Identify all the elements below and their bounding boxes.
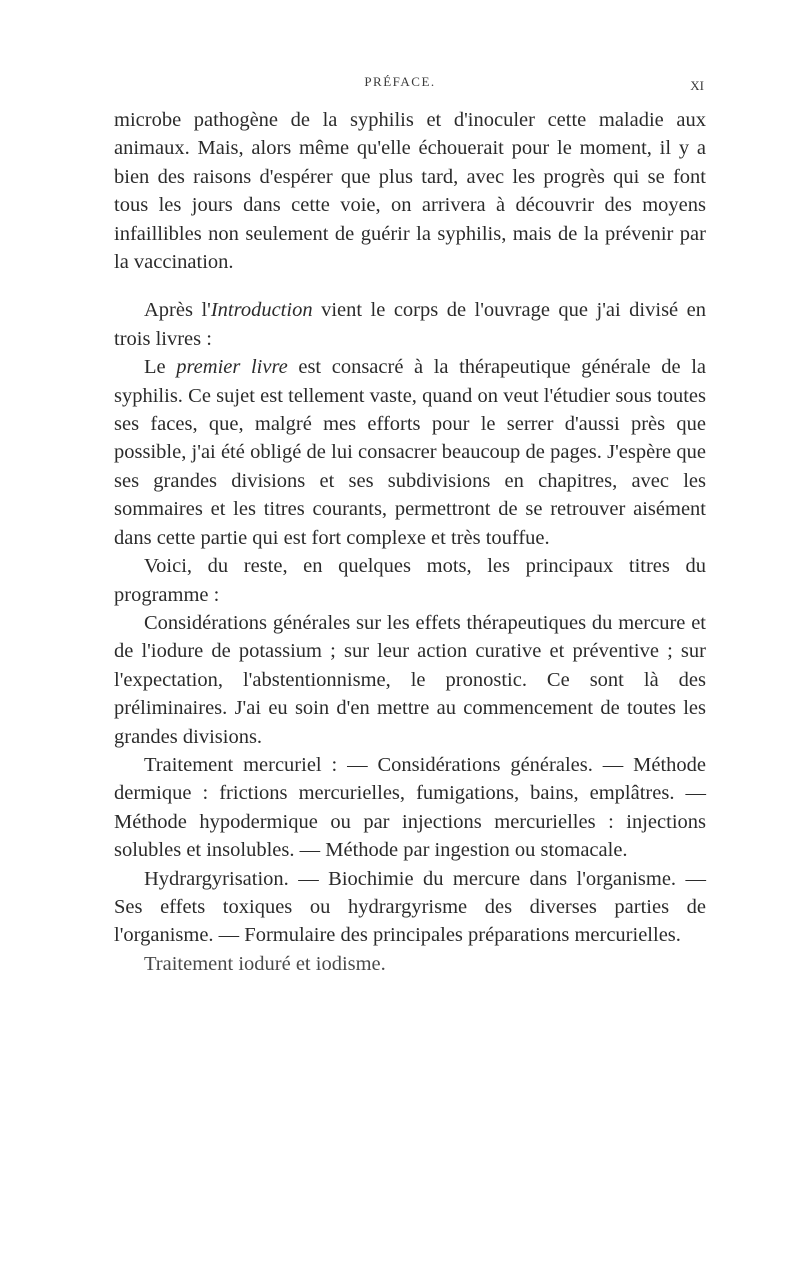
paragraph-hydrargyrisation: Hydrargyrisation. — Biochimie du mercure dans l'organisme. — Ses effets toxiques ou hydrargyrisme des diverses parties de l'organisme. — Formulaire des principales préparations mercurielles. (114, 867, 706, 947)
paragraph-introduction (114, 296, 706, 353)
paragraph-programme: Voici, du reste, en quelques mots, les principaux titres du programme : (114, 555, 706, 606)
paragraph-introduction-rest: vient le corps de l'ouvrage que j'ai divisé en trois livres : (114, 299, 706, 350)
paragraph-traitement-iodure: Traitement ioduré et iodisme. (144, 952, 386, 975)
running-head (0, 74, 800, 94)
running-title: PRÉFACE. (364, 74, 436, 89)
introduction-title: Introduction (210, 299, 313, 322)
paragraph-traitement-mercuriel: Traitement mercuriel : — Considérations générales. — Méthode dermique : frictions mercurielles, fumigations, bains, emplâtres. — Méthode hypodermique ou par injections mercurielles : injections solubles et insolubles. — Méthode par ingestion ou stomacale. (114, 753, 706, 862)
paragraph-premier-livre (114, 353, 706, 552)
paragraph-premier-livre-lead: Le (144, 356, 177, 379)
body-text (114, 106, 706, 978)
page-number: XI (690, 78, 704, 93)
paragraph-introduction-lead: Après l' (144, 299, 211, 322)
paragraph-microbe: microbe pathogène de la syphilis et d'inoculer cette maladie aux animaux. Mais, alors même qu'elle échouerait pour le moment, il y a bien des raisons d'espérer que plus tard, avec les progrès qui se font tous les jours dans cette voie, on arrivera à découvrir des moyens infaillibles non seulement de guérir la syphilis, mais de la prévenir par la vaccination. (114, 109, 706, 274)
premier-livre-title: premier livre (176, 356, 288, 379)
paragraph-considerations: Considérations générales sur les effets thérapeutiques du mercure et de l'iodure de potassium ; sur leur action curative et préventive ; sur l'expectation, l'abstentionnisme, le pronostic. Ce sont là des préliminaires. J'ai eu soin d'en mettre au commencement de toutes les grandes divisions. (114, 611, 706, 748)
paragraph-premier-livre-rest: est consacré à la thérapeutique générale de la syphilis. Ce sujet est tellement vaste, quand on veut l'étudier sous toutes ses faces, que, malgré mes efforts pour le serrer d'aussi près que possible, j'ai été obligé de lui consacrer beaucoup de pages. J'espère que ses grandes divisions et ses subdivisions en chapitres, avec les sommaires et les titres courants, permettront de se retrouver aisément dans cette partie qui est fort complexe et très touffue. (114, 356, 706, 549)
